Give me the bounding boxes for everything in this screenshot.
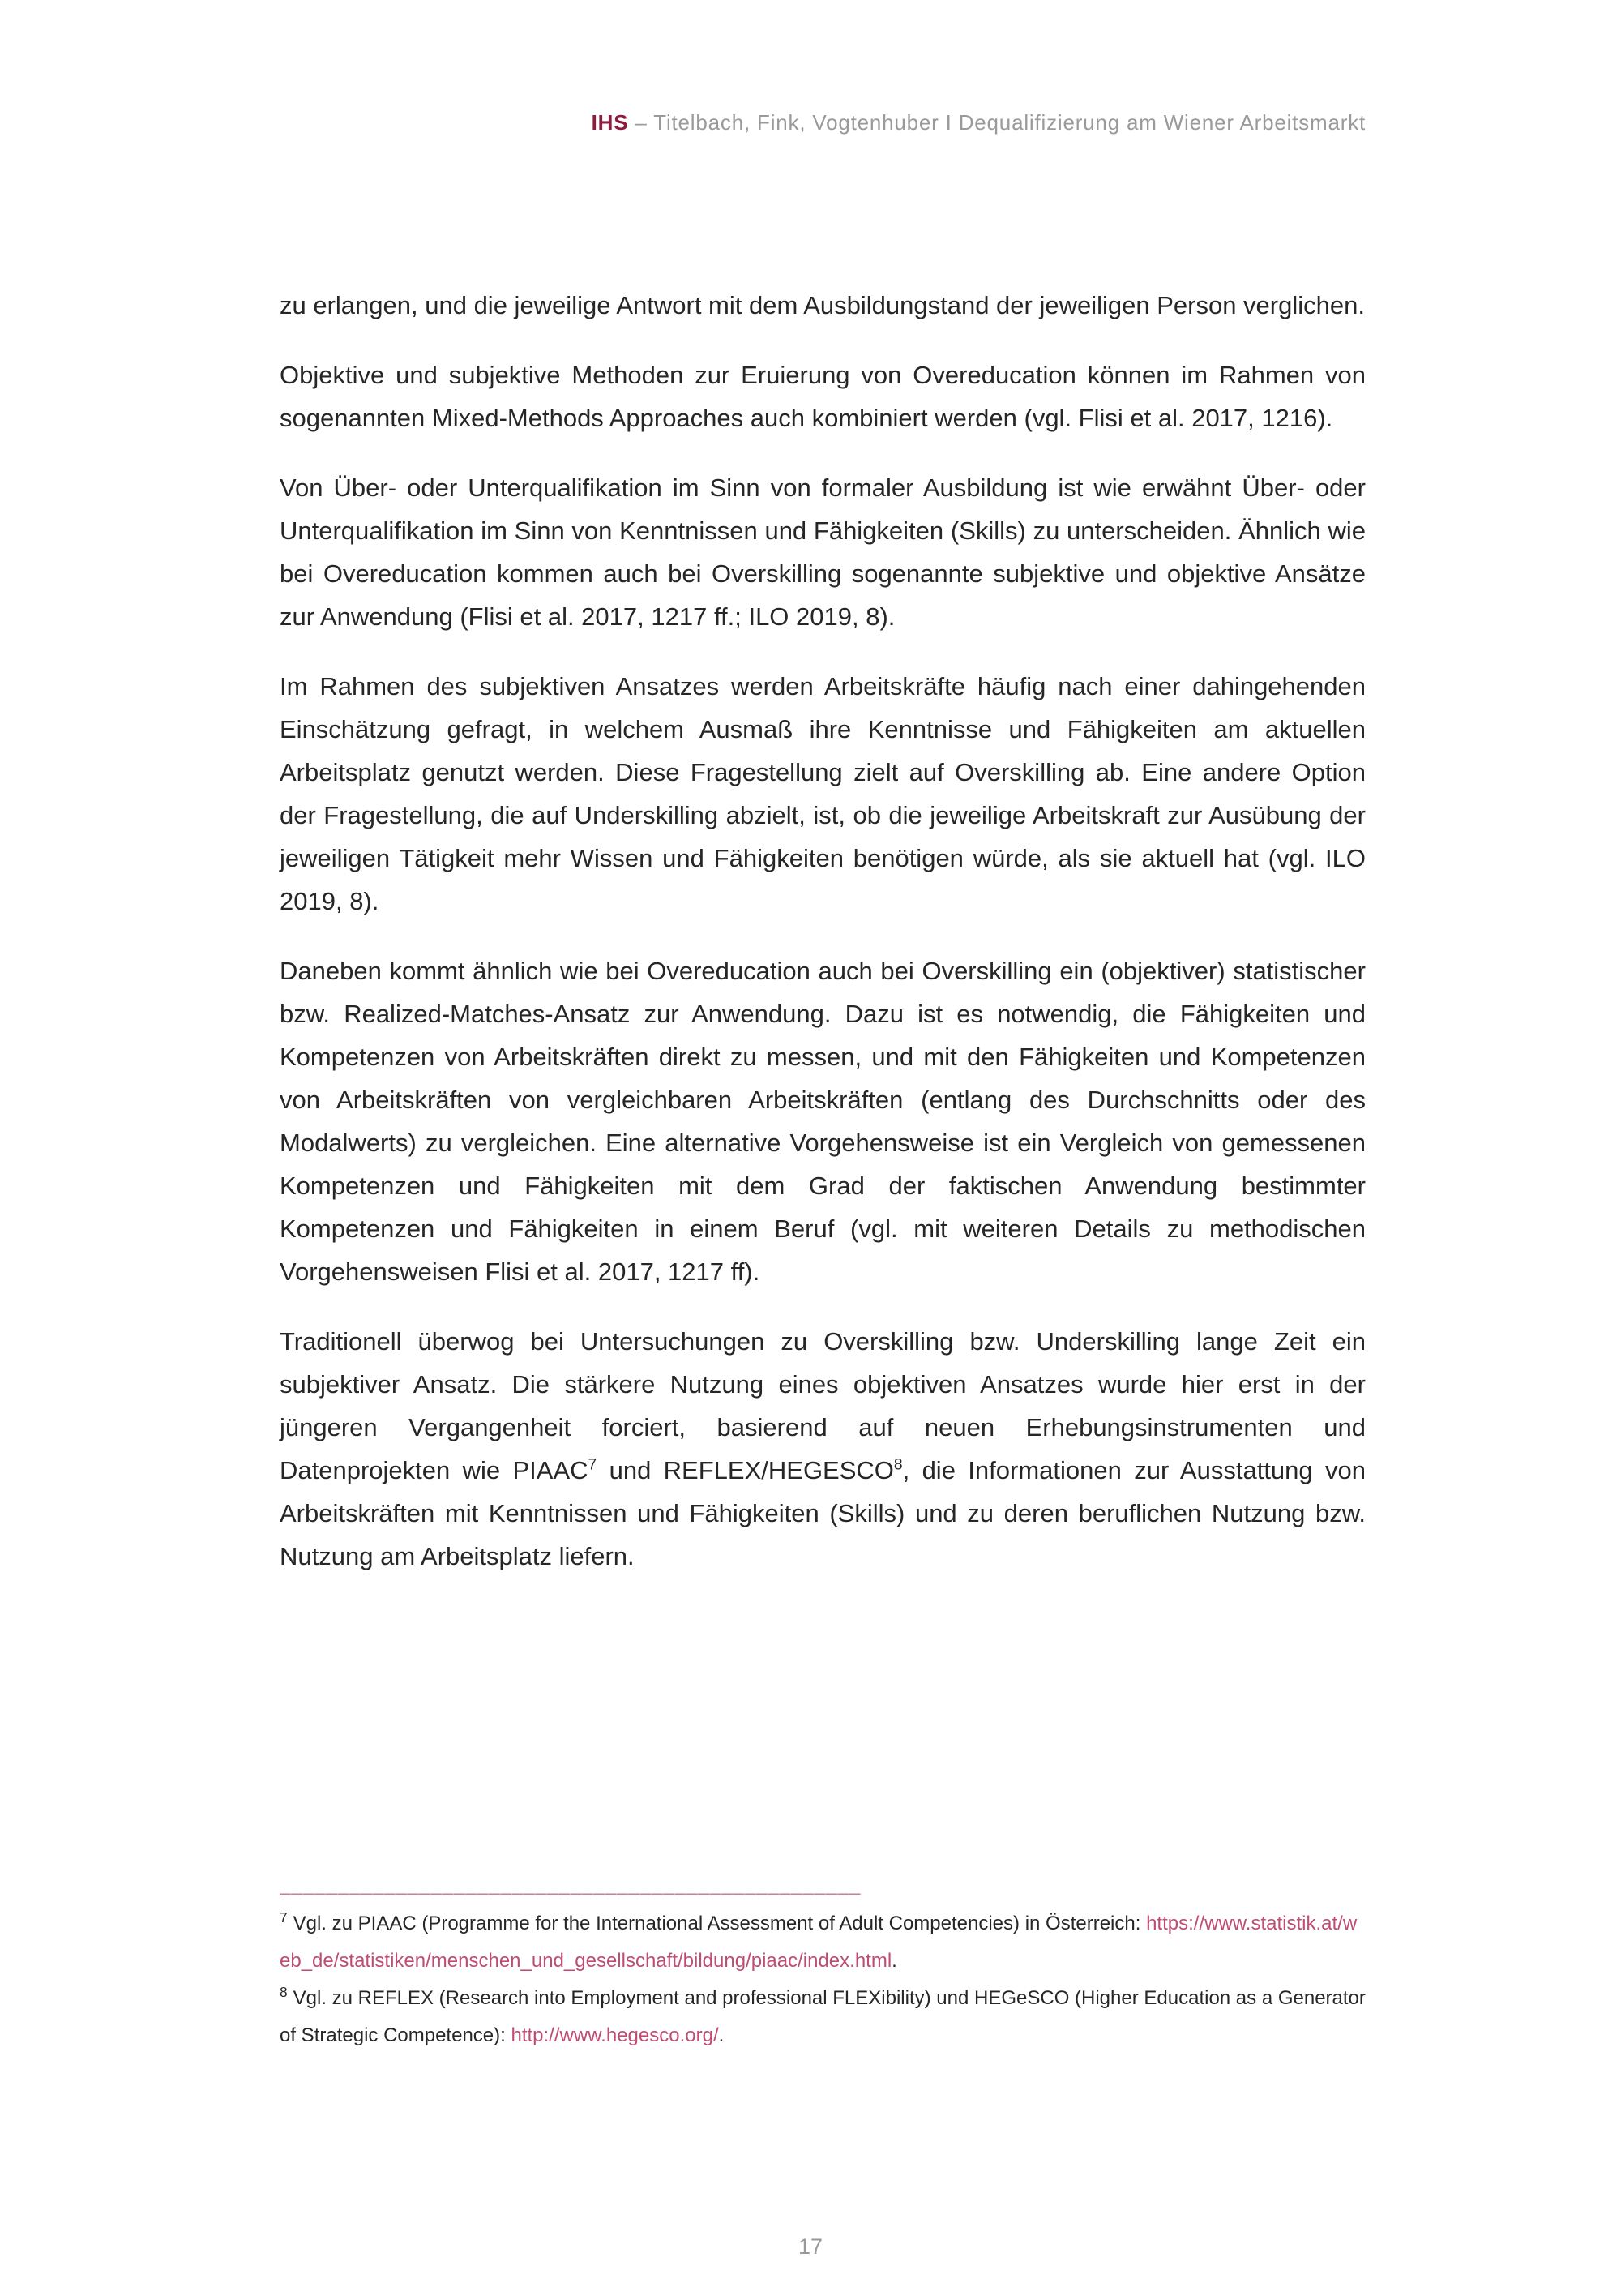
footnote-marker-7: 7 — [280, 1909, 288, 1925]
footnote-link-piaac[interactable]: https://www.statistik.at/web_de/statistiken/menschen_und_gesellschaft/bildung/piaac/index.html — [280, 1913, 1358, 1972]
footnote-suffix: . — [892, 1950, 897, 1972]
body-paragraph-6 — [280, 1320, 1366, 1578]
page-number: 17 — [798, 2234, 823, 2259]
document-body — [280, 284, 1366, 1604]
footnote-suffix: . — [718, 2024, 725, 2046]
footnote-link-hegesco[interactable]: http://www.hegesco.org/ — [511, 2024, 719, 2046]
page-header — [280, 110, 1366, 135]
paragraph-text: Traditionell überwog bei Untersuchungen zu Overskilling bzw. Underskilling lange Zeit ein subjektiver Ansatz. Die stärkere Nutzung eines objektiven Ansatzes wurde hier erst in der jüngeren Vergangenheit forciert, basierend auf neuen Erhebungsinstrumenten und Datenprojekten wie PIAAC — [280, 1327, 1366, 1484]
paragraph-text: und REFLEX/HEGESCO — [597, 1456, 894, 1484]
header-brand: IHS — [591, 110, 629, 135]
body-paragraph-1: zu erlangen, und die jeweilige Antwort mit dem Ausbildungstand der jeweiligen Person verglichen. — [280, 291, 1365, 319]
footnote-ref-7: 7 — [588, 1456, 597, 1474]
footnote-separator: __________________________________________________ — [280, 1874, 862, 1895]
footnote-marker-8: 8 — [280, 1984, 288, 2000]
header-title: – Titelbach, Fink, Vogtenhuber I Dequalifizierung am Wiener Arbeitsmarkt — [628, 110, 1366, 135]
footnotes-section — [280, 1874, 1366, 2054]
footnote-text: Vgl. zu PIAAC (Programme for the International Assessment of Adult Competencies) in Österreich: — [293, 1913, 1147, 1934]
body-paragraph-3: Von Über- oder Unterqualifikation im Sinn von formaler Ausbildung ist wie erwähnt Über- oder Unterqualifikation im Sinn von Kenntnissen und Fähigkeiten (Skills) zu unterscheiden. Ähnlich wie bei Overeducation kommen auch bei Overskilling sogenannte subjektive und objektive Ansätze zur Anwendung (Flisi et al. 2017, 1217 ff.; ILO 2019, 8). — [280, 473, 1366, 631]
footnote-ref-8: 8 — [893, 1456, 903, 1474]
paragraph-text: , die Informationen zur Ausstattung von Arbeitskräften mit Kenntnissen und Fähigkeiten (Skills) und zu deren beruflichen Nutzung bzw. Nutzung am Arbeitsplatz liefern. — [280, 1456, 1366, 1570]
footnote-8 — [280, 1980, 1366, 2054]
body-paragraph-5: Daneben kommt ähnlich wie bei Overeducation auch bei Overskilling ein (objektiver) statistischer bzw. Realized-Matches-Ansatz zur Anwendung. Dazu ist es notwendig, die Fähigkeiten und Kompetenzen von Arbeitskräften direkt zu messen, und mit den Fähigkeiten und Kompetenzen von Arbeitskräften von vergleichbaren Arbeitskräften (entlang des Durchschnitts oder des Modalwerts) zu vergleichen. Eine alternative Vorgehensweise ist ein Vergleich von gemessenen Kompetenzen und Fähigkeiten mit dem Grad der faktischen Anwendung bestimmter Kompetenzen und Fähigkeiten in einem Beruf (vgl. mit weiteren Details zu methodischen Vorgehensweisen Flisi et al. 2017, 1217 ff). — [280, 957, 1366, 1286]
footnote-text: Vgl. zu REFLEX (Research into Employment and professional FLEXibility) und HEGeSCO (Higher Education as a Generator of Strategic Competence): — [280, 1987, 1366, 2046]
body-paragraph-2: Objektive und subjektive Methoden zur Eruierung von Overeducation können im Rahmen von sogenannten Mixed-Methods Approaches auch kombiniert werden (vgl. Flisi et al. 2017, 1216). — [280, 361, 1366, 432]
footnote-7 — [280, 1905, 1366, 1980]
body-paragraph-4: Im Rahmen des subjektiven Ansatzes werden Arbeitskräfte häufig nach einer dahingehenden Einschätzung gefragt, in welchem Ausmaß ihre Kenntnisse und Fähigkeiten am aktuellen Arbeitsplatz genutzt werden. Diese Fragestellung zielt auf Overskilling ab. Eine andere Option der Fragestellung, die auf Underskilling abzielt, ist, ob die jeweilige Arbeitskraft zur Ausübung der jeweiligen Tätigkeit mehr Wissen und Fähigkeiten benötigen würde, als sie aktuell hat (vgl. ILO 2019, 8). — [280, 672, 1366, 915]
